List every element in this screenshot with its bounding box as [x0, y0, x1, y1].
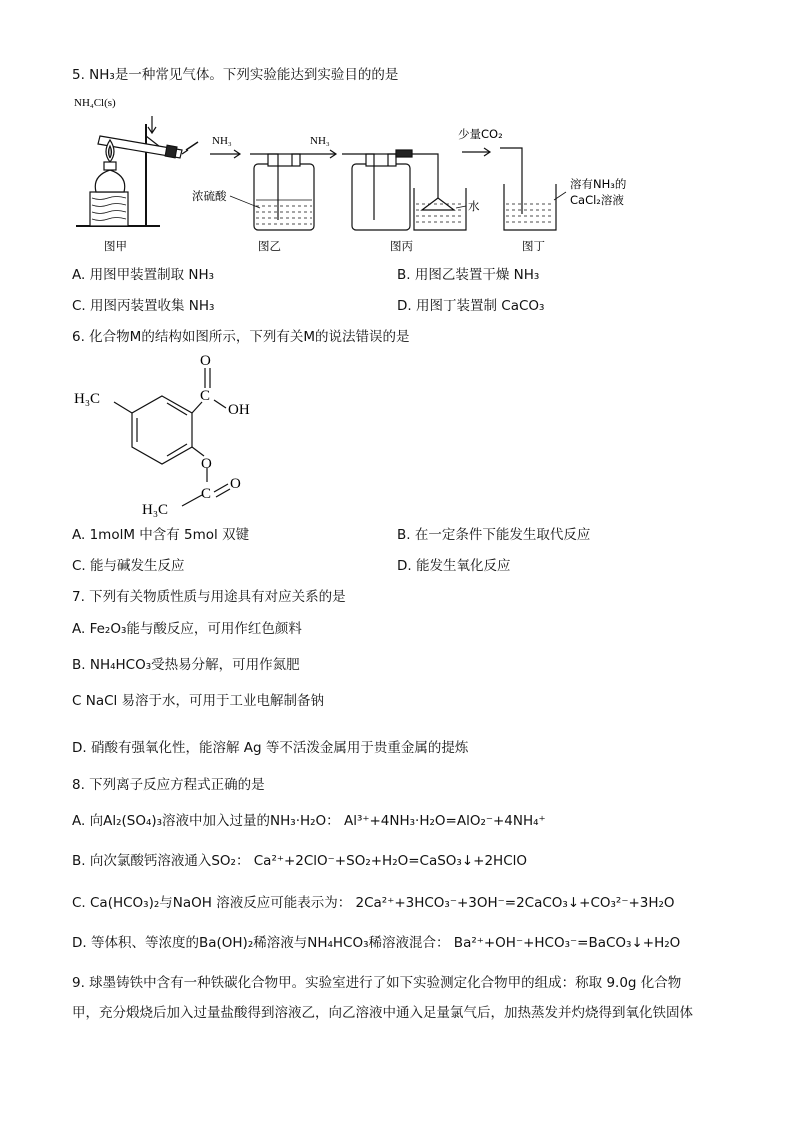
ester-carbon: C	[201, 486, 212, 502]
q8-option-d: D. 等体积、等浓度的Ba(OH)₂稀溶液与NH₄HCO₃稀溶液混合： Ba²⁺+OH⁻+HCO₃⁻=BaCO₃↓+H₂O	[72, 935, 681, 951]
q6-option-c: C. 能与碱发生反应	[72, 558, 185, 574]
caption-jia: 图甲	[104, 239, 127, 253]
caption-bing: 图丙	[390, 239, 413, 253]
hydroxyl: OH	[228, 402, 250, 418]
reagent-label: NH₄Cl(s)	[74, 97, 116, 109]
q9-line-1: 9. 球墨铸铁中含有一种铁碳化合物甲。实验室进行了如下实验测定化合物甲的组成：称取 9.0g 化合物	[72, 975, 682, 991]
solution-label-line1: 溶有NH₃的	[570, 177, 627, 191]
q6-stem: 6. 化合物M的结构如图所示，下列有关M的说法错误的是	[72, 329, 410, 345]
q6-option-b: B. 在一定条件下能发生取代反应	[397, 527, 591, 543]
q6-structure-figure	[70, 352, 310, 522]
q8-option-c: C. Ca(HCO₃)₂与NaOH 溶液反应可能表示为： 2Ca²⁺+3HCO₃⁻+3OH⁻=2CaCO₃↓+CO₃²⁻+3H₂O	[72, 895, 675, 911]
q6-option-d: D. 能发生氧化反应	[397, 558, 511, 574]
solution-label-line2: CaCl₂溶液	[570, 193, 624, 207]
apparatus-bing	[342, 150, 466, 230]
carbonyl-oxygen-acid: O	[200, 353, 211, 369]
q5-stem: 5. NH₃是一种常见气体。下列实验能达到实验目的的是	[72, 67, 399, 83]
q7-option-d: D. 硝酸有强氧化性，能溶解 Ag 等不活泼金属用于贵重金属的提炼	[72, 740, 469, 756]
apparatus-ding	[500, 148, 566, 230]
acid-label: 浓硫酸	[192, 189, 227, 203]
gas-label-c: NH₃	[310, 135, 330, 147]
caption-ding: 图丁	[522, 239, 545, 253]
ester-oxygen: O	[201, 456, 212, 472]
apparatus-jia	[76, 116, 198, 226]
gas-label-d: 少量CO₂	[458, 127, 503, 141]
acetyl-methyl: H₃C	[142, 502, 169, 518]
q7-option-b: B. NH₄HCO₃受热易分解，可用作氮肥	[72, 657, 300, 673]
q5-option-c: C. 用图丙装置收集 NH₃	[72, 298, 215, 314]
q7-stem: 7. 下列有关物质性质与用途具有对应关系的是	[72, 589, 346, 605]
acid-carbon: C	[200, 388, 211, 404]
caption-yi: 图乙	[258, 239, 281, 253]
q5-option-b: B. 用图乙装置干燥 NH₃	[397, 267, 540, 283]
q8-stem: 8. 下列离子反应方程式正确的是	[72, 777, 265, 793]
q7-option-c: C NaCl 易溶于水，可用于工业电解制备钠	[72, 693, 325, 709]
q7-option-a: A. Fe₂O₃能与酸反应，可用作红色颜料	[72, 621, 302, 637]
q9-line-2: 甲，充分煅烧后加入过量盐酸得到溶液乙，向乙溶液中通入足量氯气后，加热蒸发并灼烧得到氧化铁固体	[72, 1005, 693, 1021]
q8-option-a: A. 向Al₂(SO₄)₃溶液中加入过量的NH₃·H₂O： Al³⁺+4NH₃·H₂O=AlO₂⁻+4NH₄⁺	[72, 813, 546, 829]
water-label: 水	[468, 199, 480, 213]
methyl-group: H₃C	[74, 391, 101, 407]
apparatus-yi	[250, 154, 314, 230]
gas-label-b: NH₃	[212, 135, 232, 147]
q5-option-a: A. 用图甲装置制取 NH₃	[72, 267, 215, 283]
q5-option-d: D. 用图丁装置制 CaCO₃	[397, 298, 545, 314]
ester-carbonyl-oxygen: O	[230, 476, 241, 492]
q6-option-a: A. 1molM 中含有 5mol 双键	[72, 527, 250, 543]
q8-option-b: B. 向次氯酸钙溶液通入SO₂： Ca²⁺+2ClO⁻+SO₂+H₂O=CaSO₃↓+2HClO	[72, 853, 528, 869]
q5-apparatus-figure	[70, 92, 670, 258]
